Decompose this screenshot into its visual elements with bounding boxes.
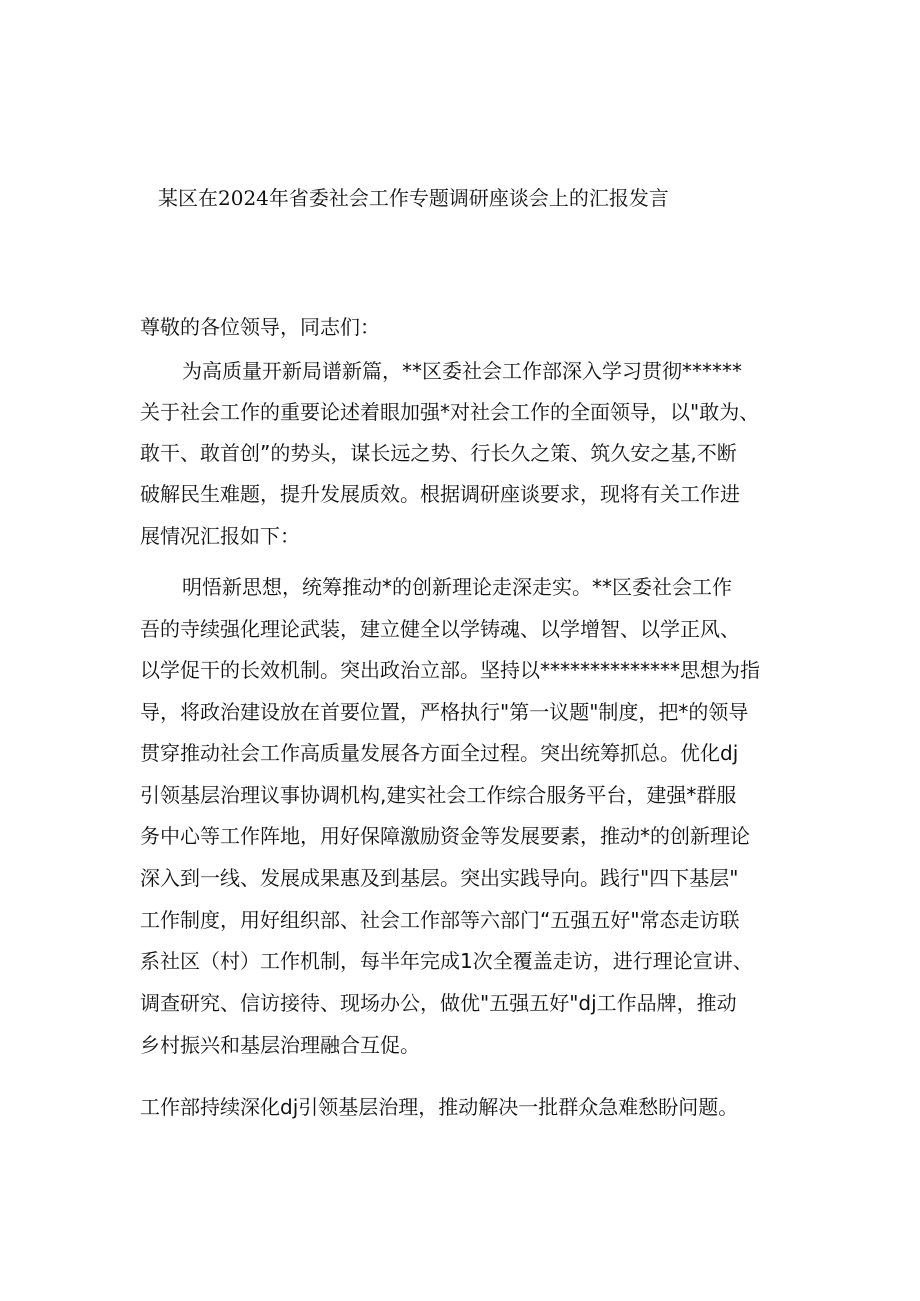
paragraph-line: 明悟新思想，统筹推动*的创新理论走深走实。**区委社会工作 <box>182 575 732 599</box>
paragraph-line: 导，将政治建设放在首要位置，严格执行"第一议题"制度，把*的领导 <box>140 700 749 724</box>
paragraph-line: 为高质量开新局谱新篇，**区委社会工作部深入学习贯彻****** <box>182 359 742 383</box>
paragraph-line: 系社区（村）工作机制，每半年完成1次全覆盖走访，进行理论宣讲、 <box>140 949 753 973</box>
paragraph-line: 展情况汇报如下： <box>140 524 300 548</box>
paragraph-line: 关于社会工作的重要论述着眼加强*对社会工作的全面领导，以"敢为、 <box>140 400 760 424</box>
paragraph-line: 乡村振兴和基层治理融合互促。 <box>140 1033 420 1057</box>
paragraph-line: 务中心等工作阵地，用好保障激励资金等发展要素，推动*的创新理论 <box>140 824 750 848</box>
paragraph-line: 吾的寺续强化理论武装，建立健全以学铸魂、以学增智、以学正风、 <box>140 617 740 641</box>
paragraph-line: 以学促干的长效机制。突出政治立部。坚持以**************思想为指 <box>140 658 760 682</box>
paragraph-line: 敢干、敢首创”的势头，谋长远之势、行长久之策、筑久安之基,不断 <box>140 441 737 465</box>
paragraph-line: 贯穿推动社会工作高质量发展各方面全过程。突出统筹抓总。优化dj <box>140 741 739 765</box>
salutation: 尊敬的各位领导，同志们： <box>140 315 380 339</box>
paragraph-line: 深入到一线、发展成果惠及到基层。突出实践导向。践行"四下基层" <box>140 866 739 890</box>
paragraph-line: 调查研究、信访接待、现场办公，做优"五强五好"dj工作品牌，推动 <box>140 991 737 1015</box>
paragraph-line: 工作制度，用好组织部、社会工作部等六部门“五强五好"常态走访联 <box>140 908 740 932</box>
paragraph-line: 引领基层治理议事协调机构,建实社会工作综合服务平台，建强*群服 <box>140 783 737 807</box>
paragraph-line: 破解民生难题，提升发展质效。根据调研座谈要求，现将有关工作进 <box>140 482 740 506</box>
paragraph-line: 工作部持续深化dj引领基层治理，推动解决一批群众急难愁盼问题。 <box>140 1095 739 1119</box>
document-title: 某区在2024年省委社会工作专题调研座谈会上的汇报发言 <box>158 186 669 210</box>
